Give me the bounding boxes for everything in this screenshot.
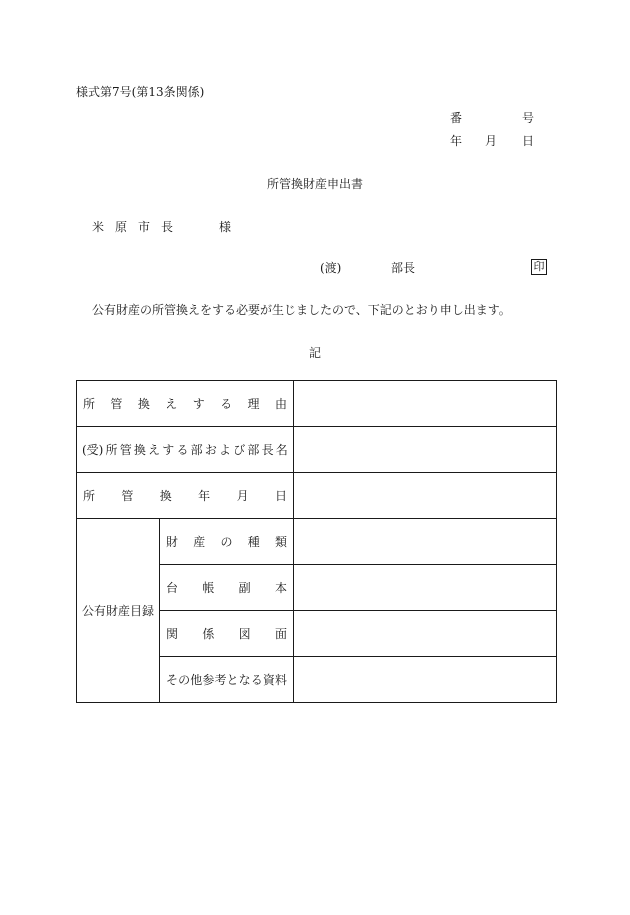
label-char: 副 <box>238 581 251 595</box>
label-char: 類 <box>274 535 287 549</box>
label-char: 日 <box>274 489 287 503</box>
sub-label <box>160 533 293 550</box>
label-char: る <box>250 673 263 687</box>
label-char: (受) <box>82 443 104 457</box>
date-day-label: 日 <box>522 134 535 148</box>
label-char: え <box>148 443 161 457</box>
label-char: の <box>220 535 233 549</box>
sub-label-cell <box>160 565 294 611</box>
label-char: 所 <box>83 489 96 503</box>
label-char: 産 <box>193 535 206 549</box>
label-char: す <box>192 397 205 411</box>
label-char: 所 <box>83 397 96 411</box>
label-char: 図 <box>238 627 251 641</box>
label-char: 名 <box>275 443 288 457</box>
transfer-date-value-field[interactable] <box>294 473 557 519</box>
row-label <box>77 395 293 412</box>
label-char: る <box>220 397 233 411</box>
sub-label <box>160 625 293 642</box>
label-char: そ <box>166 673 179 687</box>
receiving-dept-value-field[interactable] <box>294 427 557 473</box>
label-char: 管 <box>121 489 134 503</box>
label-char: 換 <box>137 397 150 411</box>
label-char: 関 <box>166 627 179 641</box>
other-materials-value-field[interactable] <box>294 657 557 703</box>
reason-value-field[interactable] <box>294 381 557 427</box>
label-char: び <box>233 443 246 457</box>
label-char: 換 <box>133 443 146 457</box>
group-label-cell <box>77 519 160 703</box>
label-char: 長 <box>261 443 274 457</box>
addressee-name: 米原市長 <box>92 220 185 234</box>
document-title: 所管換財産申出書 <box>266 177 363 191</box>
label-char: 管 <box>119 443 132 457</box>
label-char: 台 <box>166 581 179 595</box>
table-row-reason <box>77 381 557 427</box>
row-label <box>77 487 293 504</box>
label-char: 由 <box>274 397 287 411</box>
label-char: 年 <box>198 489 211 503</box>
row-label-cell <box>77 473 294 519</box>
group-label: 公有財産目録 <box>81 604 154 618</box>
label-char: な <box>238 673 251 687</box>
row-label-cell <box>77 381 294 427</box>
row-label-cell <box>77 427 294 473</box>
addressee-honorific: 様 <box>219 220 232 234</box>
drawings-value-field[interactable] <box>294 611 557 657</box>
form-number: 様式第7号(第13条関係) <box>76 85 205 99</box>
label-char: 種 <box>247 535 260 549</box>
label-char: お <box>204 443 217 457</box>
label-char: 財 <box>166 535 179 549</box>
label-char: え <box>165 397 178 411</box>
label-char: 部 <box>190 443 203 457</box>
label-char: 管 <box>110 397 123 411</box>
label-char: 帳 <box>202 581 215 595</box>
sub-label-cell <box>160 519 294 565</box>
label-char: 理 <box>247 397 260 411</box>
label-char: す <box>162 443 175 457</box>
date-year-label: 年 <box>450 134 463 148</box>
label-char: 参 <box>202 673 215 687</box>
date-month-label: 月 <box>485 134 498 148</box>
label-char: 面 <box>274 627 287 641</box>
label-char: 考 <box>214 673 227 687</box>
label-char: 部 <box>247 443 260 457</box>
number-label-ban: 番 <box>450 111 463 125</box>
label-char: 資 <box>262 673 275 687</box>
row-label <box>77 441 293 458</box>
label-char: 他 <box>190 673 203 687</box>
sender-prefix: (渡) <box>320 261 342 275</box>
label-char: よ <box>219 443 232 457</box>
form-table <box>76 380 557 703</box>
sender-title: 部長 <box>391 261 416 275</box>
sub-label-cell <box>160 611 294 657</box>
label-char: 月 <box>236 489 249 503</box>
sub-label-cell <box>160 657 294 703</box>
sub-label <box>160 579 293 596</box>
number-label-go: 号 <box>522 111 535 125</box>
label-char: の <box>178 673 191 687</box>
table-row-transfer-date <box>77 473 557 519</box>
label-char: 換 <box>159 489 172 503</box>
sub-label <box>160 671 293 688</box>
seal-stamp: 印 <box>531 259 547 275</box>
table-row-receiving-dept <box>77 427 557 473</box>
label-char: 所 <box>105 443 118 457</box>
ki-heading: 記 <box>308 346 321 360</box>
body-text: 公有財産の所管換えをする必要が生じましたので、下記のとおり申し出ます。 <box>92 303 511 317</box>
label-char: 料 <box>274 673 287 687</box>
ledger-copy-value-field[interactable] <box>294 565 557 611</box>
label-char: 係 <box>202 627 215 641</box>
label-char: る <box>176 443 189 457</box>
label-char: と <box>226 673 239 687</box>
table-row-property-type <box>77 519 557 565</box>
property-type-value-field[interactable] <box>294 519 557 565</box>
label-char: 本 <box>274 581 287 595</box>
